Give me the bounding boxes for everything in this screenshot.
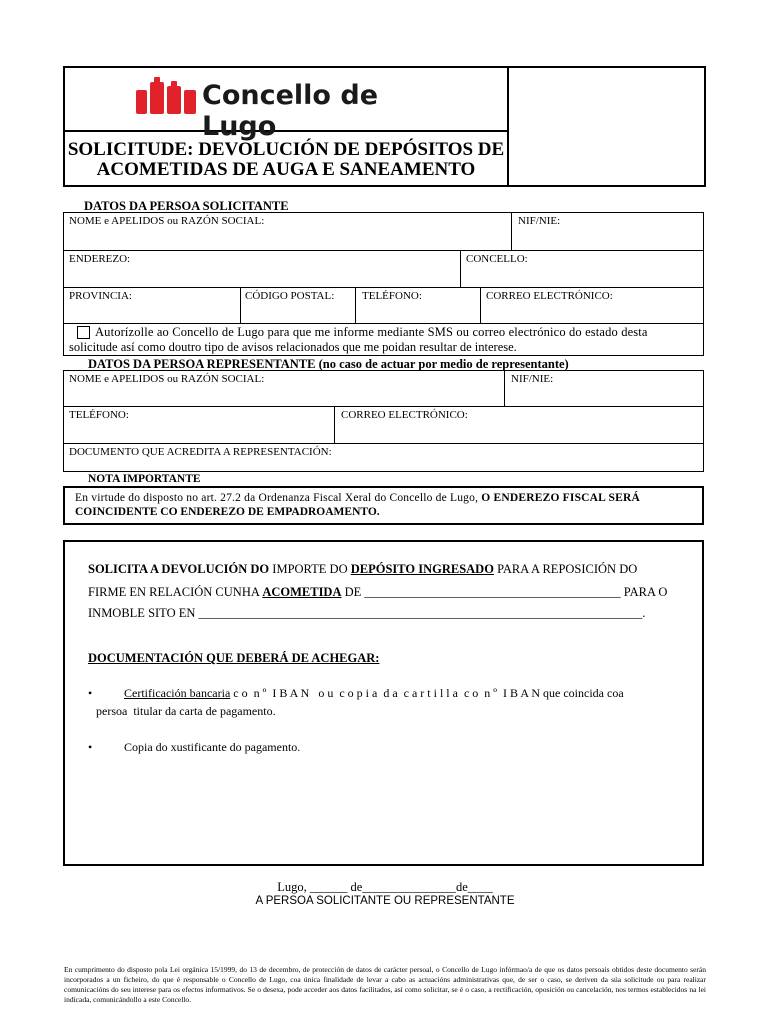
doc-item-1-end: que coincida coa [543, 686, 624, 700]
request-firme: FIRME EN RELACIÓN CUNHA [88, 585, 260, 599]
representative-section-title: DATOS DA PERSOA REPRESENTANTE (no caso de actuar por medio de representante) [88, 357, 569, 371]
request-inmoble: INMOBLE SITO EN [88, 606, 196, 620]
applicant-postcode-field[interactable]: CÓDIGO POSTAL: [245, 290, 335, 302]
applicant-row-line-1 [63, 250, 704, 251]
note-title: NOTA IMPORTANTE [88, 473, 201, 485]
request-solicita: SOLICITA A DEVOLUCIÓN DO [88, 562, 270, 576]
rep-row-line-2 [63, 443, 704, 444]
rep-col-email [334, 406, 335, 443]
consent-checkbox[interactable] [77, 326, 90, 339]
applicant-email-field[interactable]: CORREO ELECTRÓNICO: [486, 290, 613, 302]
applicant-col-postcode [240, 287, 241, 323]
applicant-province-field[interactable]: PROVINCIA: [69, 290, 132, 302]
request-importe: IMPORTE DO [272, 562, 348, 576]
request-acometida: ACOMETIDA [262, 585, 342, 599]
applicant-row-line-3 [63, 323, 704, 324]
consent-text-line1: Autorízolle ao Concello de Lugo para que me informe mediante SMS ou correo electrónico do estado desta [95, 325, 648, 339]
signature-place-date[interactable]: Lugo, ______ de_______________de____ [277, 880, 493, 894]
note-text-bold2: COINCIDENTE CO ENDEREZO DE EMPADROAMENTO. [75, 506, 380, 518]
applicant-col-council [460, 250, 461, 287]
doc-item-1-iban: c o n º I B A N o u c o p i a d a c a r t i l l a c o n º I B A N [233, 686, 541, 700]
note-text-line1 [75, 492, 640, 504]
applicant-row-line-2 [63, 287, 704, 288]
logo-text: Concello de Lugo [202, 80, 379, 142]
rep-row-line-1 [63, 406, 704, 407]
applicant-col-phone [355, 287, 356, 323]
applicant-col-email [480, 287, 481, 323]
doc-item-1-line1 [124, 686, 624, 701]
signature-signer: A PERSOA SOLICITANTE OU REPRESENTANTE [255, 895, 515, 907]
applicant-col-nif [511, 212, 512, 250]
form-title-line2: ACOMETIDAS DE AUGA E SANEAMENTO [96, 159, 476, 180]
bullet-1: • [88, 686, 93, 700]
logo-mark-icon [136, 76, 200, 118]
doc-item-1-line2: persoa titular da carta de pagamento. [96, 704, 276, 718]
rep-nif-field[interactable]: NIF/NIE: [511, 373, 554, 385]
request-deposito: DEPÓSITO INGRESADO [350, 562, 494, 576]
rep-name-field[interactable]: NOME e APELIDOS ou RAZÓN SOCIAL: [69, 373, 265, 385]
form-title-line1: SOLICITUDE: DEVOLUCIÓN DE DEPÓSITOS DE [67, 139, 505, 160]
note-text-bold1: O ENDEREZO FISCAL SERÁ [481, 492, 640, 504]
applicant-address-field[interactable]: ENDEREZO: [69, 253, 131, 265]
docs-title: DOCUMENTACIÓN QUE DEBERÁ DE ACHEGAR: [88, 651, 380, 665]
request-de: DE [344, 585, 362, 599]
rep-email-field[interactable]: CORREO ELECTRÓNICO: [341, 409, 468, 421]
applicant-name-field[interactable]: NOME e APELIDOS ou RAZÓN SOCIAL: [69, 215, 265, 227]
doc-item-2: Copia do xustificante do pagamento. [124, 740, 301, 754]
privacy-footer: En cumprimento do disposto pola Lei orgánica 15/1999, do 13 de decembro, de protección de datos de carácter persoal, o Concello de Lugo infórmao/a de que os datos persoais obtidos deste documento serán incorporados a un ficheiro, do que é responsable o Concello de Lugo, coa única finalidade de levar a cabo as actuacións administrativas que, de ser o caso, se deriven da súa solicitude ou para realizar comunicacións do seu interese para os efectos informativos. Se o desexa, pode acceder aos datos facilitados, así como solicitar, se é o caso, a rectificación, oposición ou cancelación, nos termos establecidos na lei indicada, comunicándollo a este Concello. [64, 965, 706, 1004]
applicant-nif-field[interactable]: NIF/NIE: [518, 215, 561, 227]
request-paragraph-line2 [88, 585, 667, 600]
consent-text-line2: solicitude así como doutro tipo de avisos relacionados que me poidan resultar de interese. [69, 340, 517, 354]
rep-phone-field[interactable]: TELÉFONO: [69, 409, 129, 421]
concello-logo [136, 76, 446, 142]
doc-item-1-certificacion: Certificación bancaria [124, 686, 231, 700]
request-line1-end: PARA A REPOSICIÓN DO [497, 562, 638, 576]
rep-document-field[interactable]: DOCUMENTO QUE ACREDITA A REPRESENTACIÓN: [69, 446, 332, 458]
acometida-blank-field[interactable]: _________________________________________ [364, 585, 621, 599]
applicant-phone-field[interactable]: TELÉFONO: [362, 290, 422, 302]
property-address-blank-field[interactable]: _______________________________________________________________________. [198, 606, 646, 620]
request-line2-end: PARA O [623, 585, 668, 599]
rep-col-nif [504, 370, 505, 406]
applicant-council-field[interactable]: CONCELLO: [466, 253, 528, 265]
note-text-normal: En virtude do disposto no art. 27.2 da Ordenanza Fiscal Xeral do Concello de Lugo, [75, 492, 479, 504]
bullet-2: • [88, 740, 93, 754]
request-paragraph-line3 [88, 606, 645, 621]
applicant-section-title: DATOS DA PERSOA SOLICITANTE [84, 199, 289, 213]
request-paragraph-line1 [88, 562, 637, 577]
